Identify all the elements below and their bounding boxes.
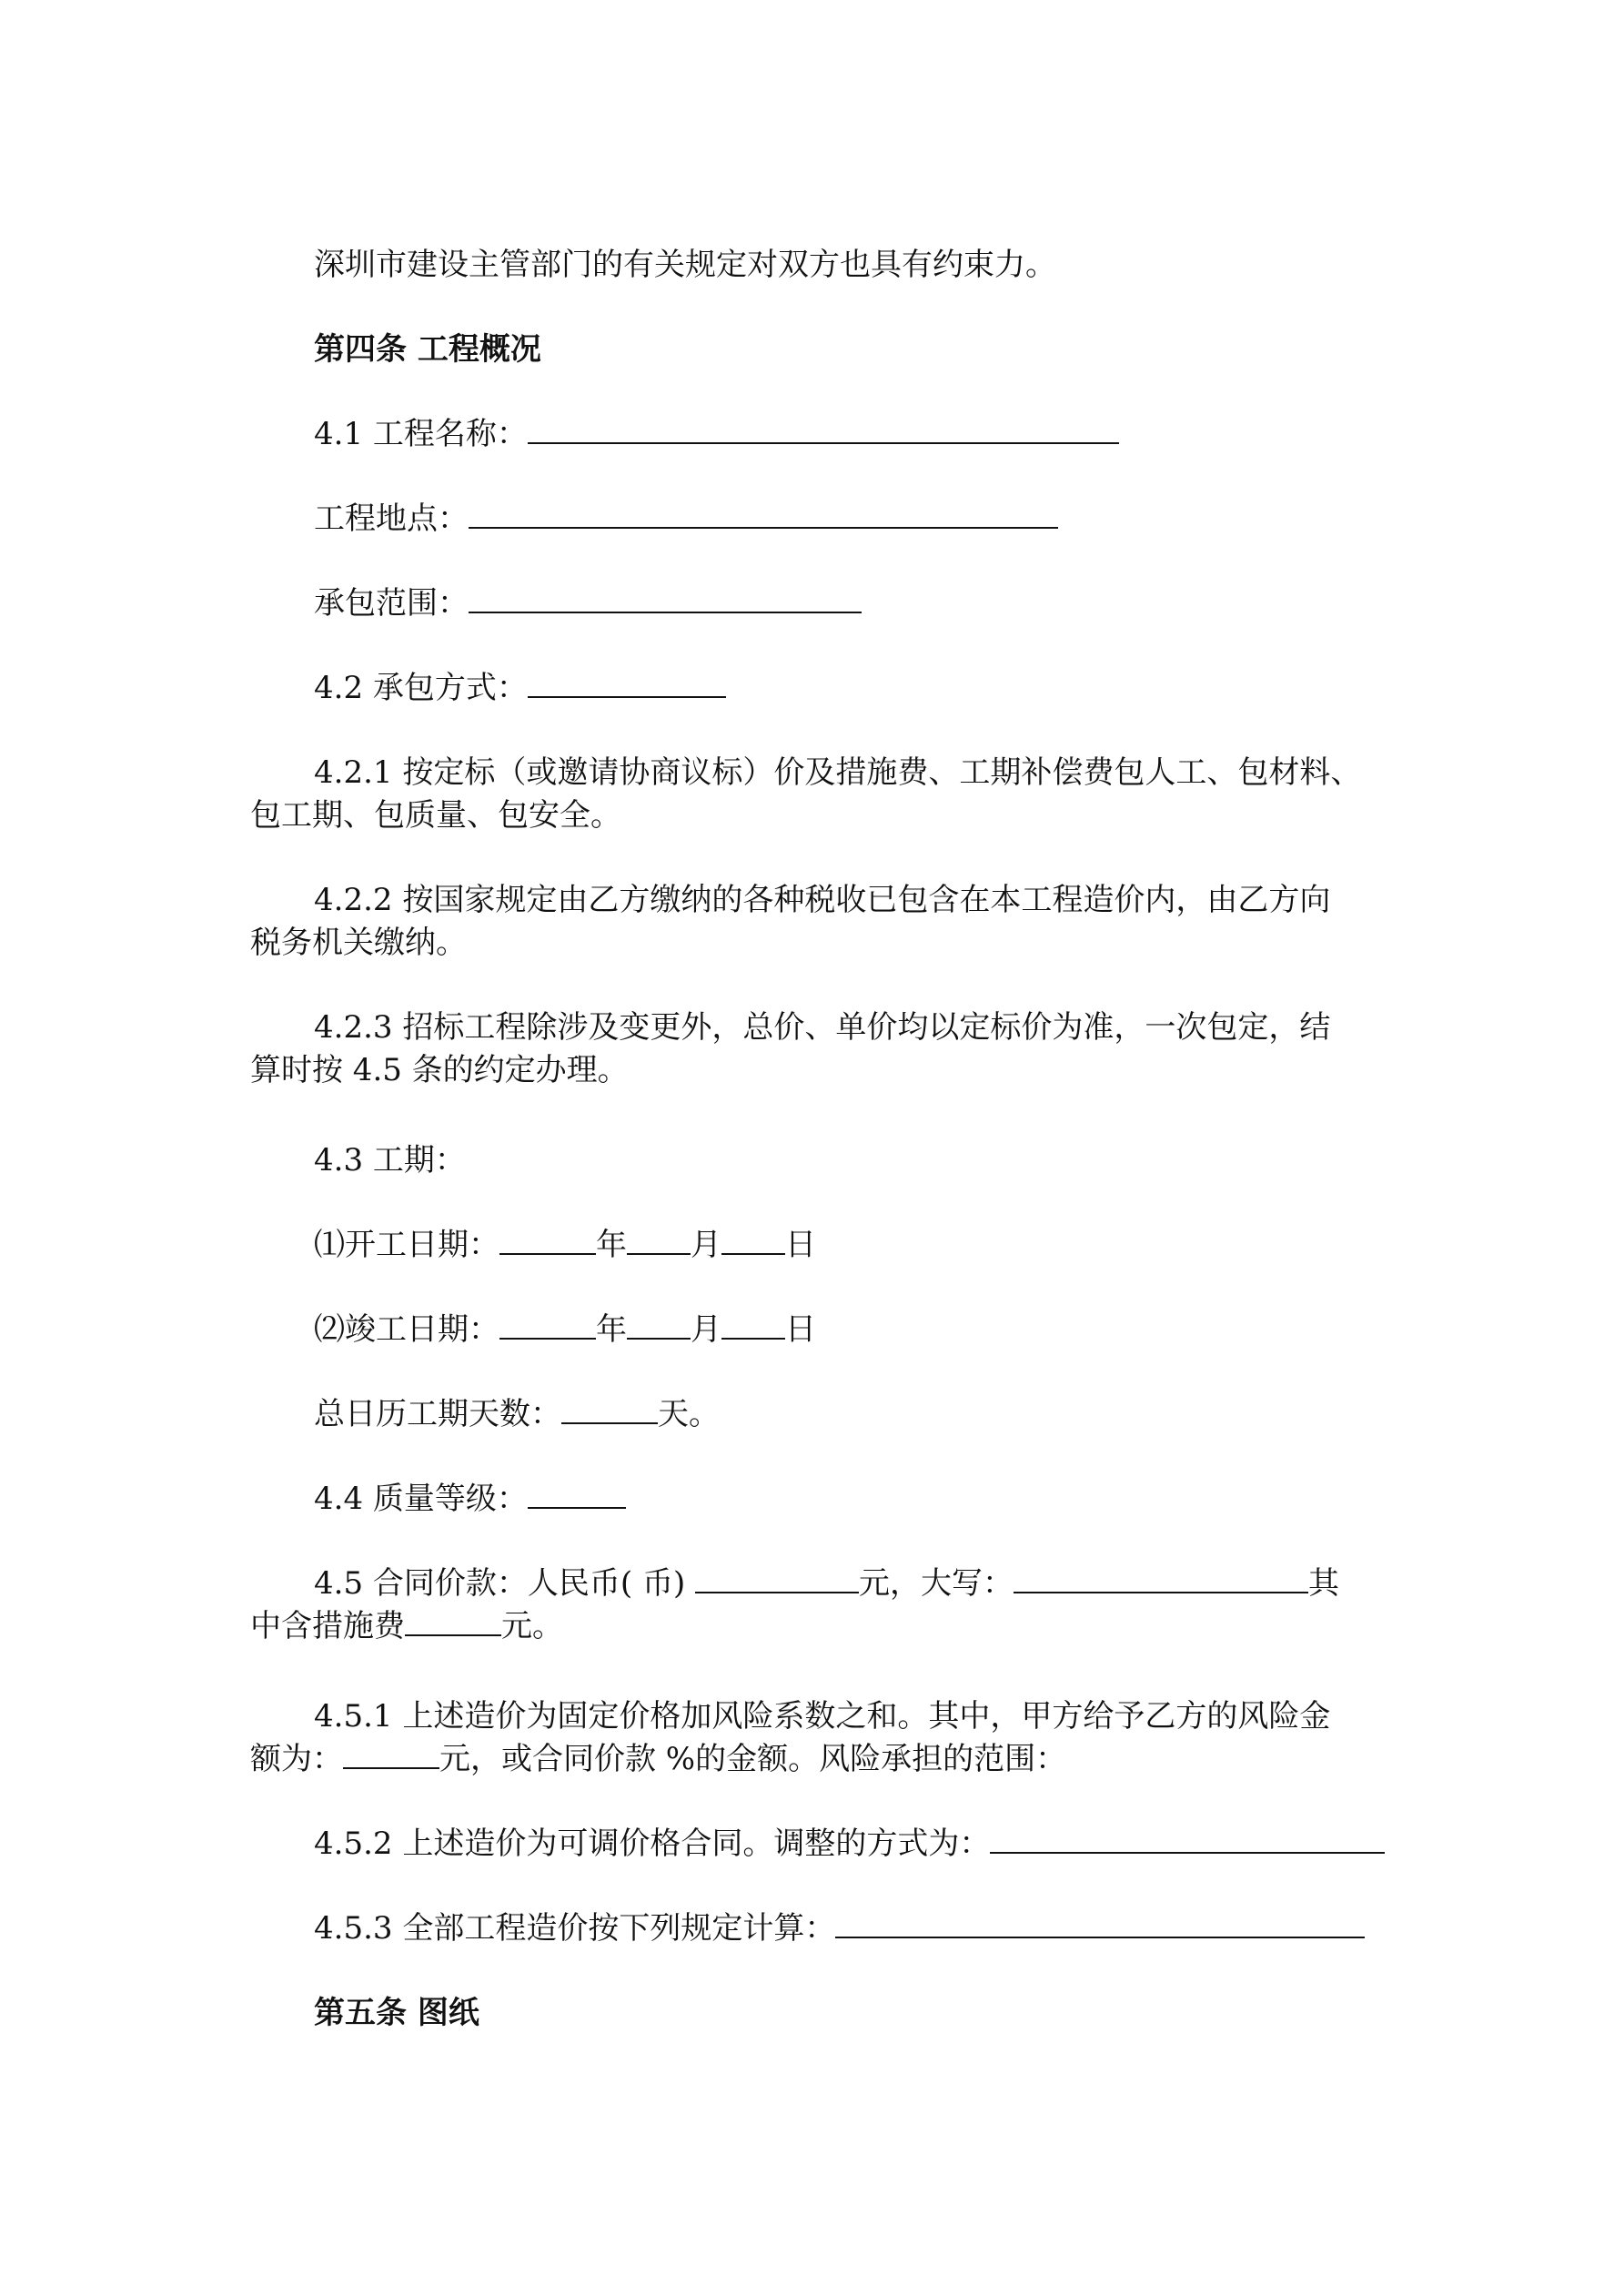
start-month-label: 月 [691, 1227, 721, 1263]
project-location-row [314, 499, 1058, 539]
contract-price-capital-blank[interactable] [1014, 1564, 1308, 1593]
measures-fee-suffix: 元。 [501, 1608, 563, 1644]
start-year-blank[interactable] [499, 1226, 596, 1255]
adjustable-price-row [314, 1824, 1385, 1864]
contract-price-qizhong: 其 [1308, 1565, 1340, 1602]
clause-4-2-3-line-2: 算时按 4.5 条的约定办理。 [250, 1052, 629, 1088]
clause-4-2-3-line-1: 4.2.3 招标工程除涉及变更外，总价、单价均以定标价为准，一次包定，结 [314, 1009, 1331, 1046]
cost-calculation-blank[interactable] [835, 1909, 1365, 1938]
cost-calculation-row [314, 1908, 1365, 1948]
adjustable-price-blank[interactable] [990, 1825, 1385, 1854]
total-days-row [314, 1394, 720, 1434]
clause-4-5-1-line-1: 4.5.1 上述造价为固定价格加风险系数之和。其中，甲方给予乙方的风险金 [314, 1698, 1331, 1735]
finish-year-blank[interactable] [499, 1310, 596, 1340]
finish-month-label: 月 [691, 1311, 721, 1348]
clause-4-2-2-line-1: 4.2.2 按国家规定由乙方缴纳的各种税收已包含在本工程造价内，由乙方向 [314, 882, 1331, 918]
start-day-blank[interactable] [721, 1226, 785, 1255]
finish-date-row [314, 1310, 816, 1350]
start-date-label: ⑴开工日期： [314, 1227, 499, 1263]
clause-4-2-1-line-1: 4.2.1 按定标（或邀请协商议标）价及措施费、工期补偿费包人工、包材料、 [314, 754, 1362, 791]
contract-price-amount-blank[interactable] [695, 1564, 859, 1593]
start-month-blank[interactable] [627, 1226, 691, 1255]
start-day-label: 日 [785, 1227, 816, 1263]
quality-grade-blank[interactable] [528, 1480, 626, 1509]
measures-fee-blank[interactable] [405, 1607, 501, 1636]
measures-fee-row [250, 1606, 563, 1646]
finish-date-label: ⑵竣工日期： [314, 1311, 499, 1348]
contract-scope-blank[interactable] [469, 584, 862, 613]
article-4-heading: 第四条 工程概况 [314, 331, 541, 368]
risk-amount-suffix: 元，或合同价款 %的金额。风险承担的范围： [439, 1741, 1067, 1777]
contract-method-row [314, 668, 726, 708]
contract-price-capital-label: 元，大写： [859, 1565, 1014, 1602]
contract-price-row [314, 1563, 1339, 1603]
total-days-suffix: 天。 [658, 1396, 720, 1432]
contract-scope-label: 承包范围： [314, 585, 469, 622]
finish-day-label: 日 [785, 1311, 816, 1348]
project-location-blank[interactable] [469, 500, 1058, 529]
measures-fee-label: 中含措施费 [250, 1608, 405, 1644]
risk-amount-label: 额为： [250, 1741, 343, 1777]
total-days-blank[interactable] [561, 1395, 658, 1424]
clause-4-2-2-line-2: 税务机关缴纳。 [250, 925, 467, 961]
contract-method-blank[interactable] [528, 669, 726, 698]
duration-label: 4.3 工期： [314, 1142, 466, 1178]
clause-4-2-1-line-2: 包工期、包质量、包安全。 [250, 797, 621, 834]
start-year-label: 年 [596, 1227, 627, 1263]
finish-day-blank[interactable] [721, 1310, 785, 1340]
adjustable-price-label: 4.5.2 上述造价为可调价格合同。调整的方式为： [314, 1826, 991, 1862]
quality-grade-row [314, 1479, 626, 1519]
risk-amount-row [250, 1739, 1066, 1779]
project-name-blank[interactable] [528, 415, 1119, 444]
contract-scope-row [314, 583, 862, 623]
article-5-heading: 第五条 图纸 [314, 1995, 479, 2031]
intro-line: 深圳市建设主管部门的有关规定对双方也具有约束力。 [314, 247, 1056, 283]
finish-month-blank[interactable] [627, 1310, 691, 1340]
quality-grade-label: 4.4 质量等级： [314, 1481, 528, 1517]
finish-year-label: 年 [596, 1311, 627, 1348]
cost-calculation-label: 4.5.3 全部工程造价按下列规定计算： [314, 1910, 836, 1947]
total-days-label: 总日历工期天数： [314, 1396, 561, 1432]
start-date-row [314, 1225, 816, 1265]
project-name-label: 4.1 工程名称： [314, 416, 528, 452]
contract-method-label: 4.2 承包方式： [314, 670, 528, 706]
contract-price-label: 4.5 合同价款：人民币( 币) [314, 1565, 696, 1602]
risk-amount-blank[interactable] [343, 1740, 439, 1769]
project-location-label: 工程地点： [314, 501, 469, 537]
project-name-row [314, 414, 1119, 454]
